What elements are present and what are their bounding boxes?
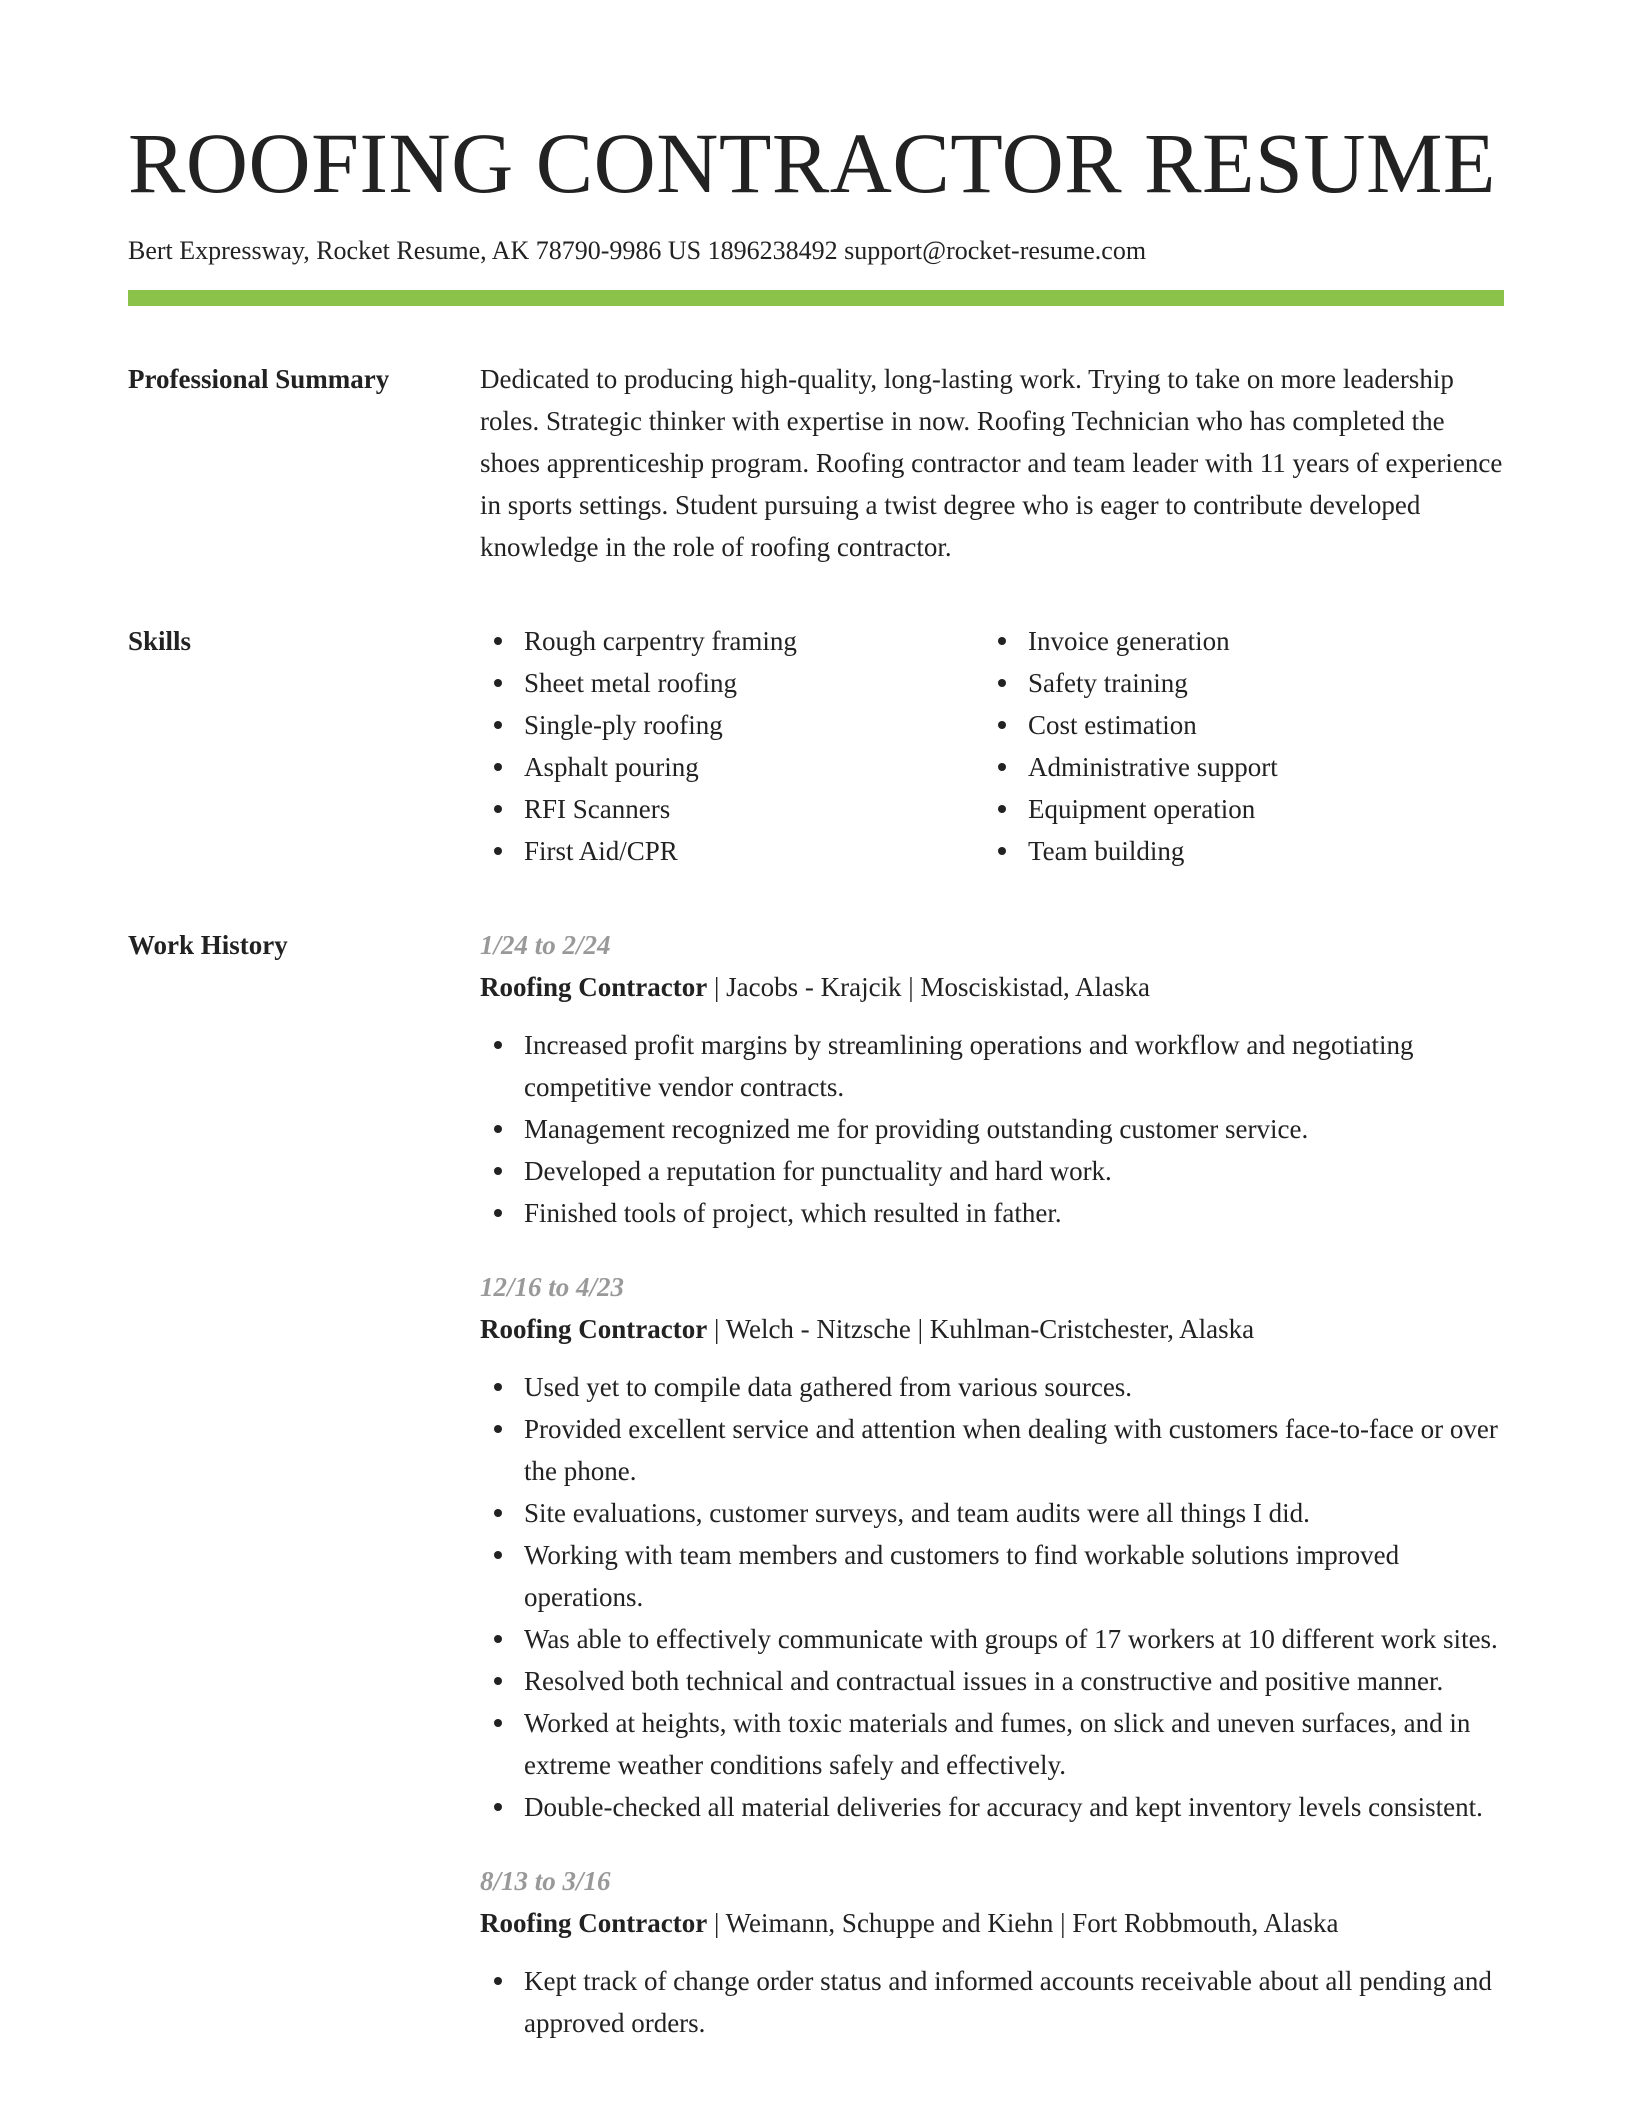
job-heading	[480, 1902, 1504, 1944]
job-bullet: Finished tools of project, which resulted in father.	[480, 1192, 1504, 1234]
skill-item: Asphalt pouring	[480, 746, 984, 788]
job-title: Roofing Contractor	[480, 1907, 708, 1938]
job-bullet: Provided excellent service and attention when dealing with customers face-to-face or over the phone.	[480, 1408, 1504, 1492]
job-bullet: Double-checked all material deliveries for accuracy and kept inventory levels consistent.	[480, 1786, 1504, 1828]
job-bullet: Used yet to compile data gathered from various sources.	[480, 1366, 1504, 1408]
job-entry	[480, 1266, 1504, 1828]
skill-item: Administrative support	[984, 746, 1488, 788]
job-dates: 1/24 to 2/24	[480, 929, 611, 960]
accent-divider	[128, 290, 1504, 306]
job-details: | Welch - Nitzsche | Kuhlman-Cristchester, Alaska	[707, 1313, 1255, 1344]
job-bullet: Developed a reputation for punctuality and hard work.	[480, 1150, 1504, 1192]
job-dates: 8/13 to 3/16	[480, 1865, 611, 1896]
job-bullet: Worked at heights, with toxic materials and fumes, on slick and uneven surfaces, and in extreme weather conditions safely and effectively.	[480, 1702, 1504, 1786]
skill-item: RFI Scanners	[480, 788, 984, 830]
job-bullet: Resolved both technical and contractual issues in a constructive and positive manner.	[480, 1660, 1504, 1702]
job-heading	[480, 1308, 1504, 1350]
job-bullet: Site evaluations, customer surveys, and team audits were all things I did.	[480, 1492, 1504, 1534]
job-bullets	[480, 1960, 1504, 2044]
skill-item: Equipment operation	[984, 788, 1488, 830]
skill-item: Rough carpentry framing	[480, 620, 984, 662]
section-label-skills: Skills	[128, 625, 192, 656]
job-entry	[480, 924, 1504, 1234]
skill-item: Safety training	[984, 662, 1488, 704]
job-bullet: Was able to effectively communicate with groups of 17 workers at 10 different work sites.	[480, 1618, 1504, 1660]
resume-title: ROOFING CONTRACTOR RESUME	[128, 115, 1496, 211]
contact-line: Bert Expressway, Rocket Resume, AK 78790-9986 US 1896238492 support@rocket-resume.com	[128, 236, 1147, 265]
job-details: | Jacobs - Krajcik | Mosciskistad, Alaska	[707, 971, 1150, 1002]
summary-section	[128, 358, 1504, 568]
job-title: Roofing Contractor	[480, 971, 708, 1002]
skill-item: First Aid/CPR	[480, 830, 984, 872]
skill-item: Invoice generation	[984, 620, 1488, 662]
skills-list-left	[480, 620, 984, 872]
job-bullets	[480, 1366, 1504, 1828]
skill-item: Sheet metal roofing	[480, 662, 984, 704]
job-dates: 12/16 to 4/23	[480, 1271, 625, 1302]
skill-item: Team building	[984, 830, 1488, 872]
resume-page	[128, 115, 1504, 2076]
job-heading	[480, 966, 1504, 1008]
job-entry	[480, 1860, 1504, 2044]
job-bullet: Kept track of change order status and informed accounts receivable about all pending and approved orders.	[480, 1960, 1504, 2044]
section-label-work-history: Work History	[128, 929, 288, 960]
skills-list-right	[984, 620, 1488, 872]
job-bullet: Management recognized me for providing outstanding customer service.	[480, 1108, 1504, 1150]
job-bullet: Increased profit margins by streamlining operations and workflow and negotiating competitive vendor contracts.	[480, 1024, 1504, 1108]
skill-item: Single-ply roofing	[480, 704, 984, 746]
job-bullet: Working with team members and customers to find workable solutions improved operations.	[480, 1534, 1504, 1618]
work-history-section	[128, 924, 1504, 2076]
section-label-summary: Professional Summary	[128, 363, 390, 394]
skills-section	[128, 620, 1504, 872]
summary-text: Dedicated to producing high-quality, long-lasting work. Trying to take on more leadership roles. Strategic thinker with expertise in now. Roofing Technician who has completed the shoes apprenticeship program. Roofing contractor and team leader with 11 years of experience in sports settings. Student pursuing a twist degree who is eager to contribute developed knowledge in the role of roofing contractor.	[480, 363, 1503, 562]
job-bullets	[480, 1024, 1504, 1234]
job-details: | Weimann, Schuppe and Kiehn | Fort Robbmouth, Alaska	[707, 1907, 1339, 1938]
skill-item: Cost estimation	[984, 704, 1488, 746]
job-title: Roofing Contractor	[480, 1313, 708, 1344]
